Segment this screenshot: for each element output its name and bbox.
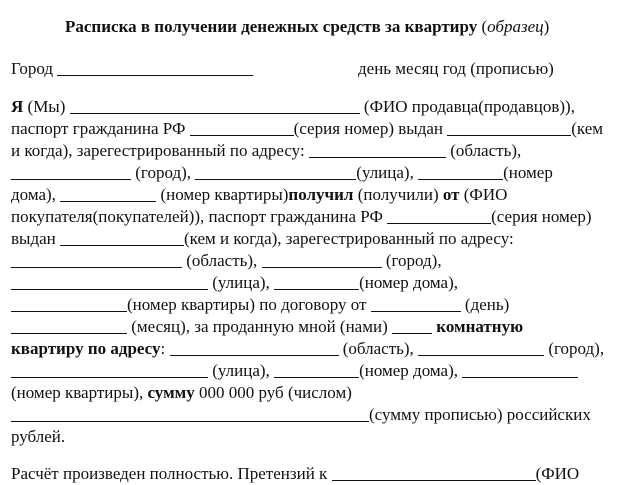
text: покупателя(покупателей)), паспорт гражданина РФ bbox=[11, 207, 388, 226]
line-16 bbox=[11, 427, 65, 448]
text: выдан bbox=[11, 229, 60, 248]
text: (город), bbox=[131, 163, 196, 182]
text: (область), bbox=[182, 251, 262, 270]
apt-street-blank[interactable] bbox=[11, 362, 208, 378]
apartment-address-bold: квартиру по адресу bbox=[11, 339, 161, 358]
line-14 bbox=[11, 383, 352, 404]
claims-to-blank[interactable] bbox=[332, 465, 536, 481]
apt-number-blank[interactable] bbox=[462, 362, 578, 378]
city-line bbox=[11, 59, 253, 80]
text: (серия номер) bbox=[491, 207, 592, 226]
text: (ФИО продавца(продавцов)), bbox=[359, 97, 575, 116]
title-bold: Расписка в получении денежных средств за квартиру bbox=[65, 17, 478, 36]
buyer-region-blank[interactable] bbox=[11, 252, 182, 268]
buyer-city-blank[interactable] bbox=[262, 252, 382, 268]
seller-name-blank[interactable] bbox=[70, 98, 360, 114]
text: (область), bbox=[445, 141, 522, 160]
sum-bold: сумму bbox=[147, 383, 195, 402]
text: : bbox=[160, 339, 170, 358]
seller-passport-blank[interactable] bbox=[190, 120, 294, 136]
line-9 bbox=[11, 273, 458, 294]
text: (номер дома), bbox=[359, 361, 463, 380]
text: (номер квартиры) по договору от bbox=[127, 295, 371, 314]
text: дома), bbox=[11, 185, 61, 204]
apt-house-blank[interactable] bbox=[274, 362, 359, 378]
buyer-apt-blank[interactable] bbox=[11, 296, 127, 312]
buyer-street-blank[interactable] bbox=[11, 274, 208, 290]
contract-day-blank[interactable] bbox=[371, 296, 461, 312]
line-3 bbox=[11, 141, 521, 162]
date-label: день месяц год (прописью) bbox=[358, 59, 554, 78]
pronoun-bold: Я bbox=[11, 97, 24, 116]
seller-house-blank[interactable] bbox=[418, 164, 503, 180]
text: Расчёт произведен полностью. Претензий к bbox=[11, 464, 332, 483]
line-15 bbox=[11, 405, 591, 426]
buyer-house-blank[interactable] bbox=[274, 274, 359, 290]
received-bold: получил bbox=[288, 185, 354, 204]
text: (номер дома), bbox=[359, 273, 458, 292]
text: (месяц), за проданную мной (нами) bbox=[127, 317, 392, 336]
text: (улица), bbox=[208, 361, 275, 380]
text: (улица), bbox=[356, 163, 419, 182]
buyer-passport-blank[interactable] bbox=[387, 208, 491, 224]
line-12 bbox=[11, 339, 604, 360]
line-1 bbox=[11, 97, 575, 118]
text: (Мы) bbox=[23, 97, 70, 116]
line-17 bbox=[11, 464, 579, 485]
seller-apt-blank[interactable] bbox=[60, 186, 156, 202]
text: (номер квартиры), bbox=[11, 383, 148, 402]
text: (получили) bbox=[353, 185, 443, 204]
text: (улица), bbox=[208, 273, 275, 292]
line-7 bbox=[11, 229, 514, 250]
sum-words-blank[interactable] bbox=[11, 406, 369, 422]
document-title: Расписка в получении денежных средств за квартиру (образец) bbox=[65, 17, 550, 36]
text: и когда), зарегестрированный по адресу: bbox=[11, 141, 309, 160]
city-label: Город bbox=[11, 59, 53, 78]
seller-city-blank[interactable] bbox=[11, 164, 131, 180]
line-13 bbox=[11, 361, 578, 382]
text: (серия номер) выдан bbox=[293, 119, 448, 138]
from-bold: от bbox=[442, 185, 460, 204]
seller-street-blank[interactable] bbox=[195, 164, 356, 180]
text: (сумму прописью) российских bbox=[369, 405, 591, 424]
line-11 bbox=[11, 317, 523, 338]
line-5 bbox=[11, 185, 507, 206]
seller-issued-blank[interactable] bbox=[447, 120, 571, 136]
text: (номер bbox=[503, 163, 553, 182]
line-10 bbox=[11, 295, 509, 316]
text: (город), bbox=[381, 251, 442, 270]
city-blank[interactable] bbox=[57, 60, 253, 76]
text: (номер квартиры) bbox=[156, 185, 289, 204]
text: 000 000 руб (числом) bbox=[194, 383, 352, 402]
contract-month-blank[interactable] bbox=[11, 318, 127, 334]
line-8 bbox=[11, 251, 442, 272]
text: (кем и когда), зарегестрированный по адресу: bbox=[184, 229, 514, 248]
text: (ФИО bbox=[459, 185, 508, 204]
line-4 bbox=[11, 163, 553, 184]
text: рублей. bbox=[11, 427, 66, 446]
rooms-bold: комнатную bbox=[436, 317, 524, 336]
text: (область), bbox=[338, 339, 419, 358]
line-2 bbox=[11, 119, 603, 140]
text: (город), bbox=[544, 339, 605, 358]
line-6 bbox=[11, 207, 592, 228]
rooms-count-blank[interactable] bbox=[392, 318, 432, 334]
text: (кем bbox=[571, 119, 604, 138]
apt-city-blank[interactable] bbox=[418, 340, 544, 356]
title-italic: образец bbox=[487, 17, 544, 36]
buyer-issued-blank[interactable] bbox=[60, 230, 184, 246]
text: паспорт гражданина РФ bbox=[11, 119, 190, 138]
text: (ФИО bbox=[535, 464, 580, 483]
seller-region-blank[interactable] bbox=[309, 142, 446, 158]
apt-region-blank[interactable] bbox=[170, 340, 339, 356]
text: (день) bbox=[460, 295, 510, 314]
